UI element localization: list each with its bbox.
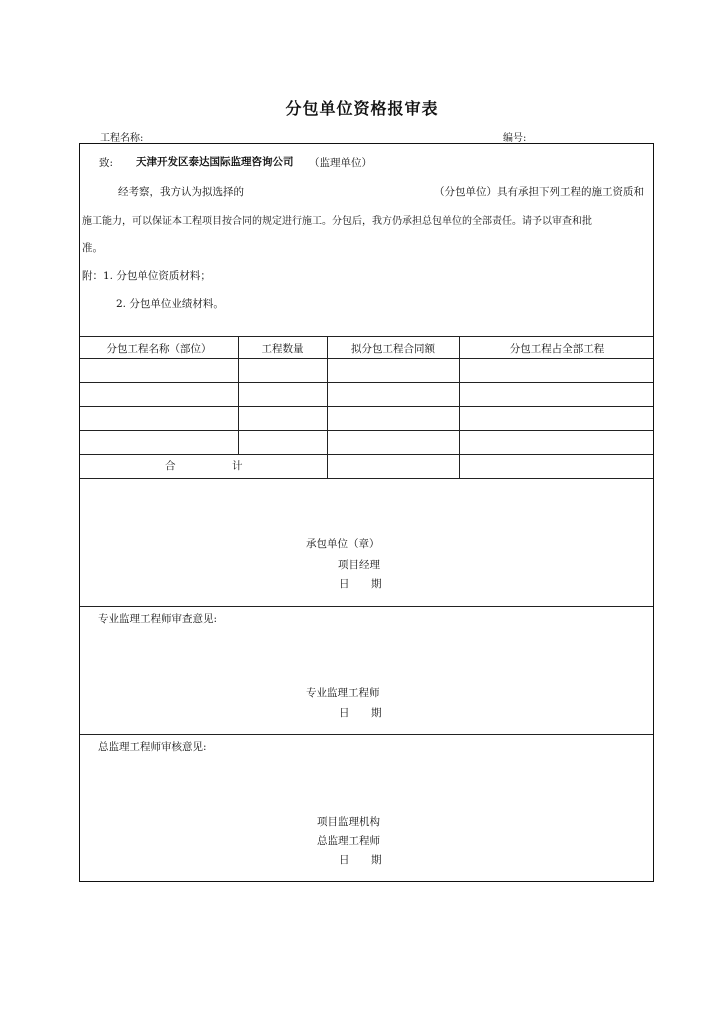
- specialist-date-a: 日: [339, 707, 350, 719]
- project-name-label: 工程名称:: [100, 133, 144, 144]
- specialist-signer: 专业监理工程师: [306, 687, 380, 699]
- table-top-line: [80, 336, 653, 337]
- table-row-line: [80, 382, 653, 383]
- section-divider: [80, 734, 653, 735]
- addressee-name: 天津开发区泰达国际监理咨询公司: [136, 156, 294, 168]
- contractor-date-a: 日: [339, 578, 350, 590]
- letter-line-1b: （分包单位）具有承担下列工程的施工资质和: [434, 186, 644, 198]
- letter-line-3: 准。: [82, 242, 103, 254]
- letter-line-2: 施工能力，可以保证本工程项目按合同的规定进行施工。分包后，我方仍承担总包单位的全部责任。请予以审查和批: [82, 216, 592, 227]
- page-title: 分包单位资格报审表: [285, 99, 439, 118]
- addressee-suffix: （监理单位）: [309, 157, 372, 169]
- specialist-opinion-label: 专业监理工程师审查意见:: [98, 613, 218, 625]
- total-label-a: 合: [165, 460, 176, 472]
- table-header-line: [80, 358, 653, 359]
- table-header-cell: 分包工程占全部工程: [509, 343, 605, 355]
- table-row-line: [80, 430, 653, 431]
- table-row-line: [80, 454, 653, 455]
- specialist-date-b: 期: [371, 707, 382, 719]
- section-divider: [80, 606, 653, 607]
- form-frame: [79, 143, 654, 882]
- table-header-cell: 拟分包工程合同额: [351, 343, 435, 355]
- addressee-label: 致:: [99, 157, 114, 169]
- attachment-2: 2. 分包单位业绩材料。: [116, 298, 224, 310]
- table-header-cell: 分包工程名称（部位）: [106, 343, 212, 355]
- supervision-org: 项目监理机构: [317, 816, 380, 828]
- chief-date-b: 期: [371, 854, 382, 866]
- table-row-line: [80, 406, 653, 407]
- project-manager: 项目经理: [338, 559, 380, 571]
- table-col-divider: [327, 336, 328, 478]
- table-col-divider: [459, 336, 460, 478]
- letter-line-1a: 经考察，我方认为拟选择的: [118, 186, 244, 198]
- total-label-b: 计: [232, 460, 243, 472]
- table-bottom-line: [80, 478, 653, 479]
- chief-date-a: 日: [339, 854, 350, 866]
- chief-signer: 总监理工程师: [317, 835, 380, 847]
- attachment-1: 附：1. 分包单位资质材料；: [82, 270, 211, 282]
- number-label: 编号:: [503, 133, 527, 144]
- contractor-date-b: 期: [371, 578, 382, 590]
- chief-opinion-label: 总监理工程师审核意见:: [98, 741, 207, 753]
- table-header-cell: 工程数量: [261, 343, 304, 355]
- contractor-seal: 承包单位（章）: [306, 538, 380, 550]
